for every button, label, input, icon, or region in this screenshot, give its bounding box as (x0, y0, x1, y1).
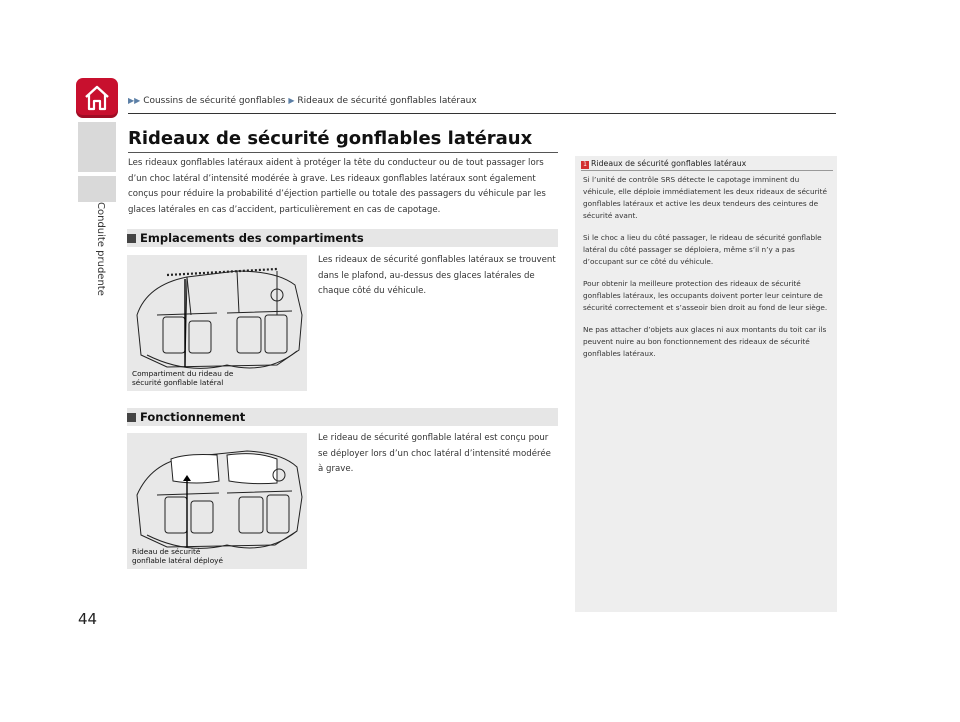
home-icon (82, 83, 112, 113)
header-rule (128, 113, 836, 114)
page-title: Rideaux de sécurité gonflables latéraux (128, 128, 533, 149)
section-square-icon (127, 413, 136, 422)
home-button[interactable] (76, 78, 118, 118)
breadcrumb-item-airbags[interactable]: Coussins de sécurité gonflables (143, 96, 286, 106)
figure-caption: Compartiment du rideau de sécurité gonflable latéral (132, 369, 234, 387)
section-square-icon (127, 234, 136, 243)
figure-airbag-deployed (127, 433, 307, 569)
notes-title: 1 Rideaux de sécurité gonflables latéraux (581, 159, 746, 169)
note-paragraph: Pour obtenir la meilleure protection des rideaux de sécurité gonflables latéraux, les occupants doivent porter leur ceinture de sécurité correctement et s’asseoir bien droit au fond de leur siège. (583, 279, 828, 312)
locations-text: Les rideaux de sécurité gonflables latéraux se trouvent dans le plafond, au-dessus des glaces latérales de chaque côté du véhicule. (318, 255, 556, 296)
breadcrumb-arrow-icon: ▶ (288, 96, 295, 105)
section-heading-locations: Emplacements des compartiments (127, 229, 558, 247)
figure-caption: Rideau de sécurité gonflable latéral déployé (132, 547, 223, 565)
note-paragraph: Si l’unité de contrôle SRS détecte le capotage imminent du véhicule, elle déploie immédiatement les deux rideaux de sécurité gonflables latéraux et active les deux tendeurs des ceintures de sécurité avant. (583, 175, 827, 220)
note-paragraph: Si le choc a lieu du côté passager, le rideau de sécurité gonflable latéral du côté passager se déploiera, même s’il n’y a pas d’occupant sur ce côté du véhicule. (583, 233, 822, 266)
side-tab-upper[interactable] (78, 122, 116, 172)
note-marker-icon: 1 (581, 161, 589, 169)
figure-airbag-compartment (127, 255, 307, 391)
notes-rule (581, 170, 833, 171)
operation-text: Le rideau de sécurité gonflable latéral est conçu pour se déployer lors d’un choc latéral d’intensité modérée à grave. (318, 433, 551, 474)
page-number: 44 (78, 610, 98, 628)
note-paragraph: Ne pas attacher d’objets aux glaces ni aux montants du toit car ils peuvent nuire au bon fonctionnement des rideaux de sécurité gonflables latéraux. (583, 325, 827, 358)
breadcrumb-arrow-icon: ▶▶ (128, 96, 141, 105)
notes-panel (575, 156, 837, 612)
chapter-label: Conduite prudente (95, 202, 106, 296)
breadcrumb (128, 96, 477, 106)
notes-body (583, 174, 833, 370)
intro-paragraph: Les rideaux gonflables latéraux aident à protéger la tête du conducteur ou de tout passager lors d’un choc latéral d’intensité modérée à grave. Les rideaux gonflables latéraux sont également conçus pour réduire la probabilité d’éjection partielle ou totale des passagers du véhicule par les glaces latérales en cas d’accident, particulièrement en cas de capotage. (128, 158, 546, 215)
section-heading-operation: Fonctionnement (127, 408, 558, 426)
title-rule (128, 152, 558, 153)
side-tab-current[interactable] (78, 176, 116, 202)
breadcrumb-item-current: Rideaux de sécurité gonflables latéraux (297, 96, 477, 106)
